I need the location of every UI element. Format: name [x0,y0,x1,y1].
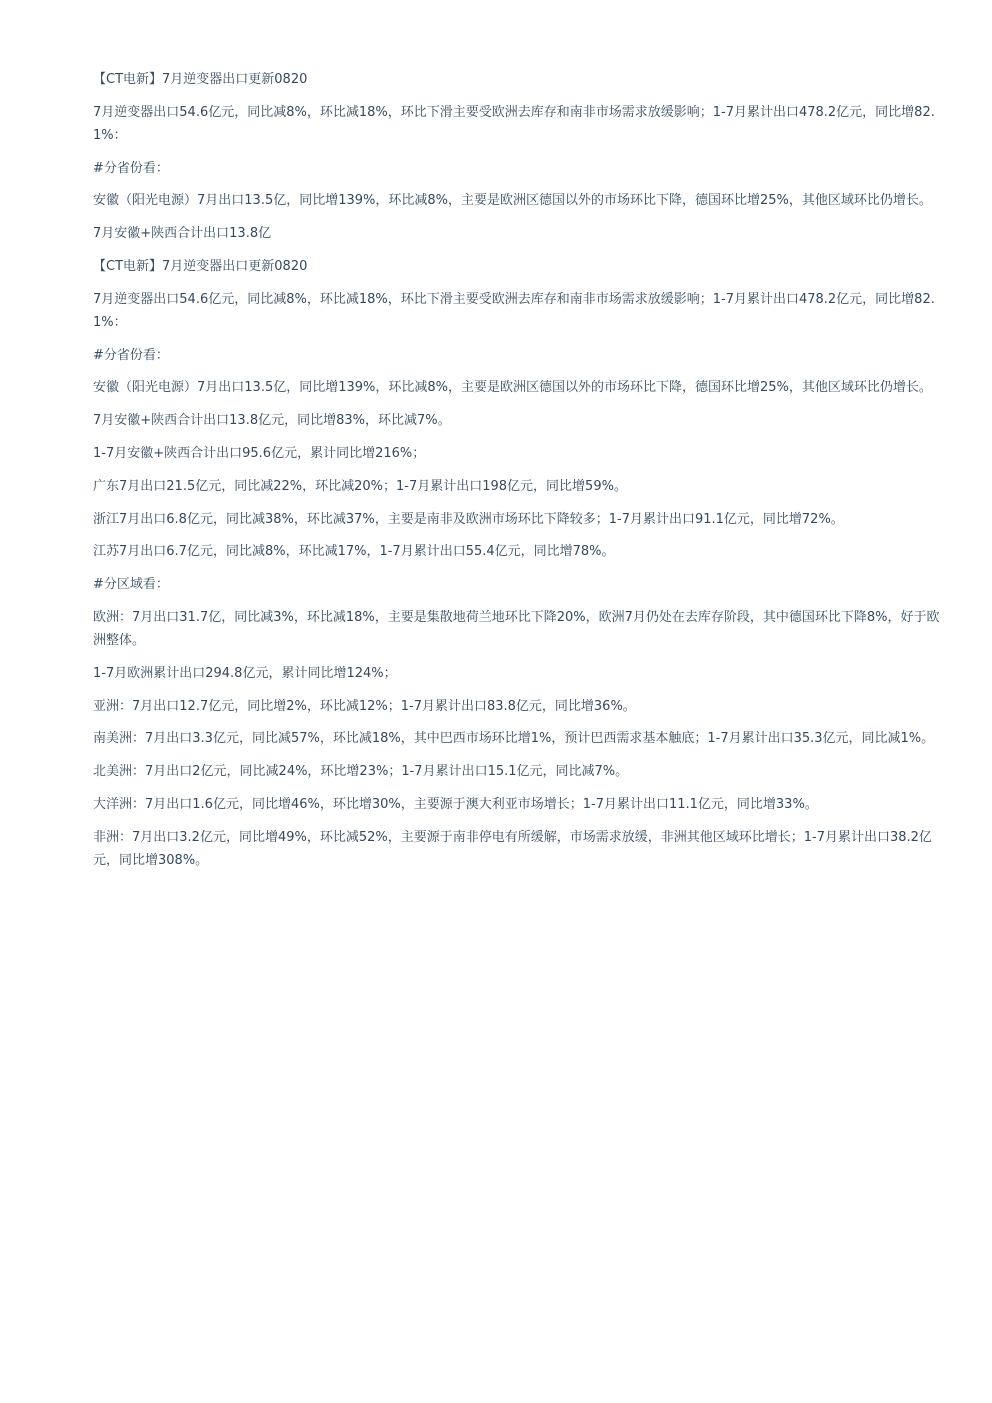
region-south-america-paragraph: 南美洲：7月出口3.3亿元，同比减57%，环比减18%，其中巴西市场环比增1%，预计巴西需求基本触底；1-7月累计出口35.3亿元，同比减1%。 [93,731,935,747]
province-anhui-paragraph: 安徽（阳光电源）7月出口13.5亿，同比增139%，环比减8%，主要是欧洲区德国以外的市场环比下降，德国环比增25%，其他区域环比仍增长。 [93,193,932,209]
province-zhejiang-paragraph: 浙江7月出口6.8亿元，同比减38%，环比减37%，主要是南非及欧洲市场环比下降较多；1-7月累计出口91.1亿元，同比增72%。 [93,511,844,527]
province-jiangsu-paragraph: 江苏7月出口6.7亿元，同比减8%，环比减17%，1-7月累计出口55.4亿元，同比增78%。 [93,544,615,560]
province-guangdong-paragraph: 广东7月出口21.5亿元，同比减22%，环比减20%；1-7月累计出口198亿元，同比增59%。 [93,478,627,494]
summary-paragraph-repeat: 7月逆变器出口54.6亿元，同比减8%，环比减18%，环比下滑主要受欧洲去库存和南非市场需求放缓影响；1-7月累计出口478.2亿元，同比增82.1%： [93,291,935,330]
note-title-repeat: 【CT电新】7月逆变器出口更新0820 [93,258,308,274]
section-heading-region: #分区域看： [93,577,169,593]
region-north-america-paragraph: 北美洲：7月出口2亿元，同比减24%，环比增23%；1-7月累计出口15.1亿元，同比减7%。 [93,764,629,780]
province-anhui-shaanxi-monthly: 7月安徽+陕西合计出口13.8亿元，同比增83%，环比减7%。 [93,413,451,429]
section-heading-province: #分省份看： [93,160,169,176]
section-heading-province-repeat: #分省份看： [93,347,169,363]
document-body [93,68,945,882]
region-africa-paragraph: 非洲：7月出口3.2亿元，同比增49%，环比减52%，主要源于南非停电有所缓解，市场需求放缓，非洲其他区域环比增长；1-7月累计出口38.2亿元，同比增308%。 [93,829,932,868]
region-asia-paragraph: 亚洲：7月出口12.7亿元，同比增2%，环比减12%；1-7月累计出口83.8亿元，同比增36%。 [93,698,636,714]
region-europe-ytd: 1-7月欧洲累计出口294.8亿元，累计同比增124%； [93,665,397,681]
note-title: 【CT电新】7月逆变器出口更新0820 [93,72,308,87]
region-europe-paragraph: 欧洲：7月出口31.7亿，同比减3%，环比减18%，主要是集散地荷兰地环比下降20%，欧洲7月仍处在去库存阶段，其中德国环比下降8%，好于欧洲整体。 [93,609,940,648]
summary-paragraph: 7月逆变器出口54.6亿元，同比减8%，环比减18%，环比下滑主要受欧洲去库存和南非市场需求放缓影响；1-7月累计出口478.2亿元，同比增82.1%： [93,104,935,143]
province-anhui-paragraph-repeat: 安徽（阳光电源）7月出口13.5亿，同比增139%，环比减8%，主要是欧洲区德国以外的市场环比下降，德国环比增25%，其他区域环比仍增长。 [93,380,932,396]
province-anhui-shaanxi-paragraph: 7月安徽+陕西合计出口13.8亿 [93,226,272,242]
province-anhui-shaanxi-ytd: 1-7月安徽+陕西合计出口95.6亿元，累计同比增216%； [93,445,426,461]
region-oceania-paragraph: 大洋洲：7月出口1.6亿元，同比增46%，环比增30%，主要源于澳大利亚市场增长；1-7月累计出口11.1亿元，同比增33%。 [93,796,818,812]
